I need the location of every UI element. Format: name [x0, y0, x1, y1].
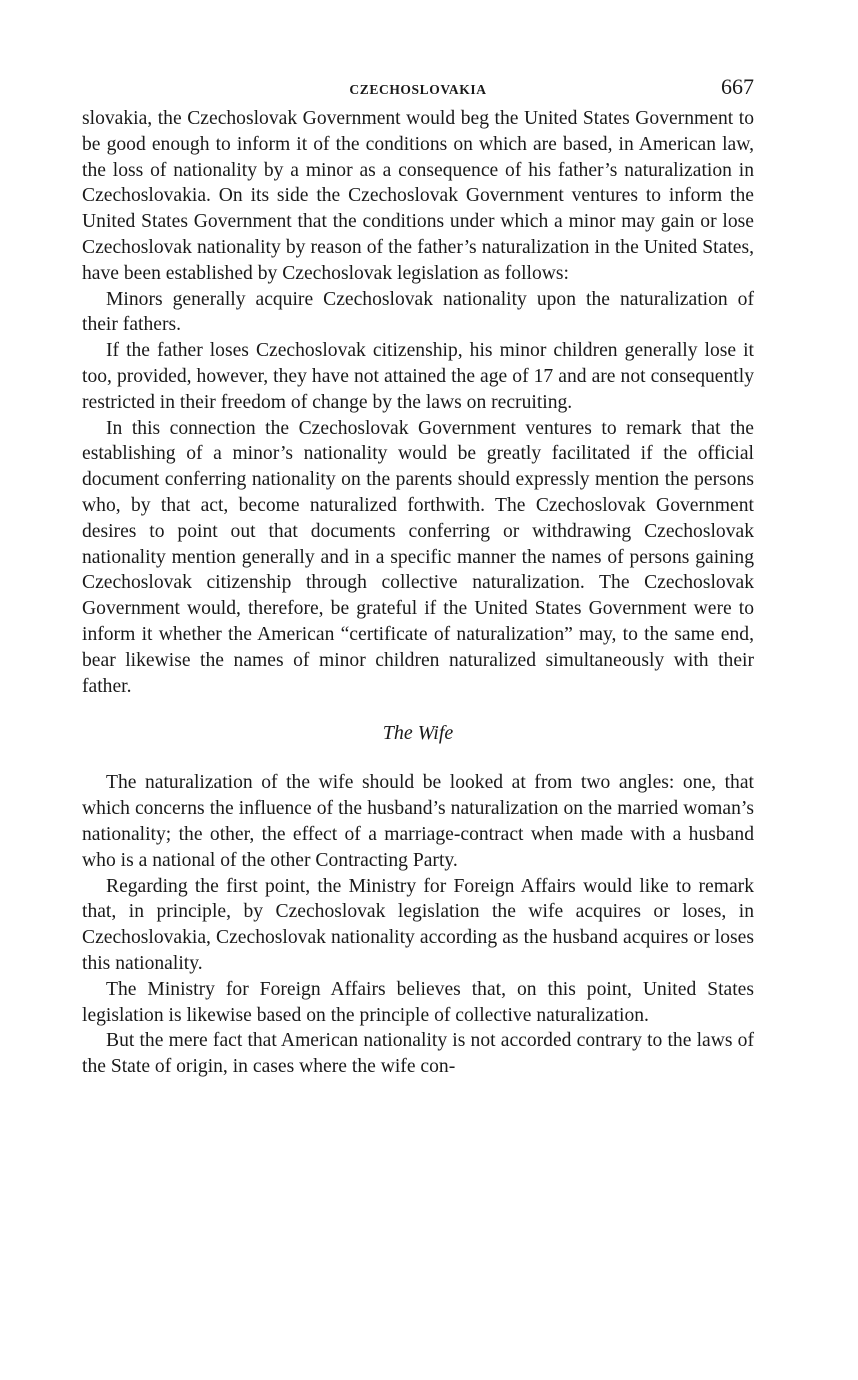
paragraph-continued: slovakia, the Czechoslovak Government would beg the United States Government to be good enough to inform it of the conditions on which are based, in American law, the loss of nationality by a minor as a consequence of his father’s naturalization in Czechoslovakia. On its side the Czechoslovak Government ventures to inform the United States Government that the conditions under which a minor may gain or lose Czechoslovak nationality by reason of the father’s naturalization in the United States, have been established by Czechoslovak legislation as follows:: [82, 108, 754, 284]
page-number: 667: [721, 74, 754, 99]
paragraph: If the father loses Czechoslovak citizenship, his minor children generally lose it too, provided, however, they have not attained the age of 17 and are not consequently restricted in their freedom of change by the laws on recruiting.: [82, 340, 754, 413]
document-page: [82, 74, 754, 1080]
paragraph: Minors generally acquire Czechoslovak nationality upon the naturalization of their fathers.: [82, 288, 754, 336]
body-text: [82, 106, 754, 1080]
paragraph: The Ministry for Foreign Affairs believes that, on this point, United States legislation is likewise based on the principle of collective naturalization.: [82, 978, 754, 1026]
paragraph: In this connection the Czechoslovak Government ventures to remark that the establishing of a minor’s nationality would be greatly facilitated if the official document conferring nationality on the parents should expressly mention the persons who, by that act, become naturalized forthwith. The Czechoslovak Government desires to point out that documents conferring or withdrawing Czechoslovak nationality mention generally and in a specific manner the names of persons gaining Czechoslovak citizenship through collective naturalization. The Czechoslovak Government would, therefore, be grateful if the United States Government were to inform it whether the American “certificate of naturalization” may, to the same end, bear likewise the names of minor children naturalized simultaneously with their father.: [82, 417, 754, 697]
paragraph: Regarding the first point, the Ministry for Foreign Affairs would like to remark that, in principle, by Czechoslovak legislation the wife acquires or loses, in Czechoslovakia, Czechoslovak nationality according as the husband acquires or loses this nationality.: [82, 875, 754, 974]
running-head: CZECHOSLOVAKIA: [349, 82, 487, 97]
paragraph: But the mere fact that American nationality is not accorded contrary to the laws of the State of origin, in cases where the wife con-: [82, 1030, 754, 1078]
paragraph: The naturalization of the wife should be looked at from two angles: one, that which concerns the influence of the husband’s naturalization on the married woman’s nationality; the other, the effect of a marriage-contract when made with a husband who is a national of the other Contracting Party.: [82, 772, 754, 871]
page-header: [82, 74, 754, 106]
section-heading: The Wife: [382, 722, 454, 745]
